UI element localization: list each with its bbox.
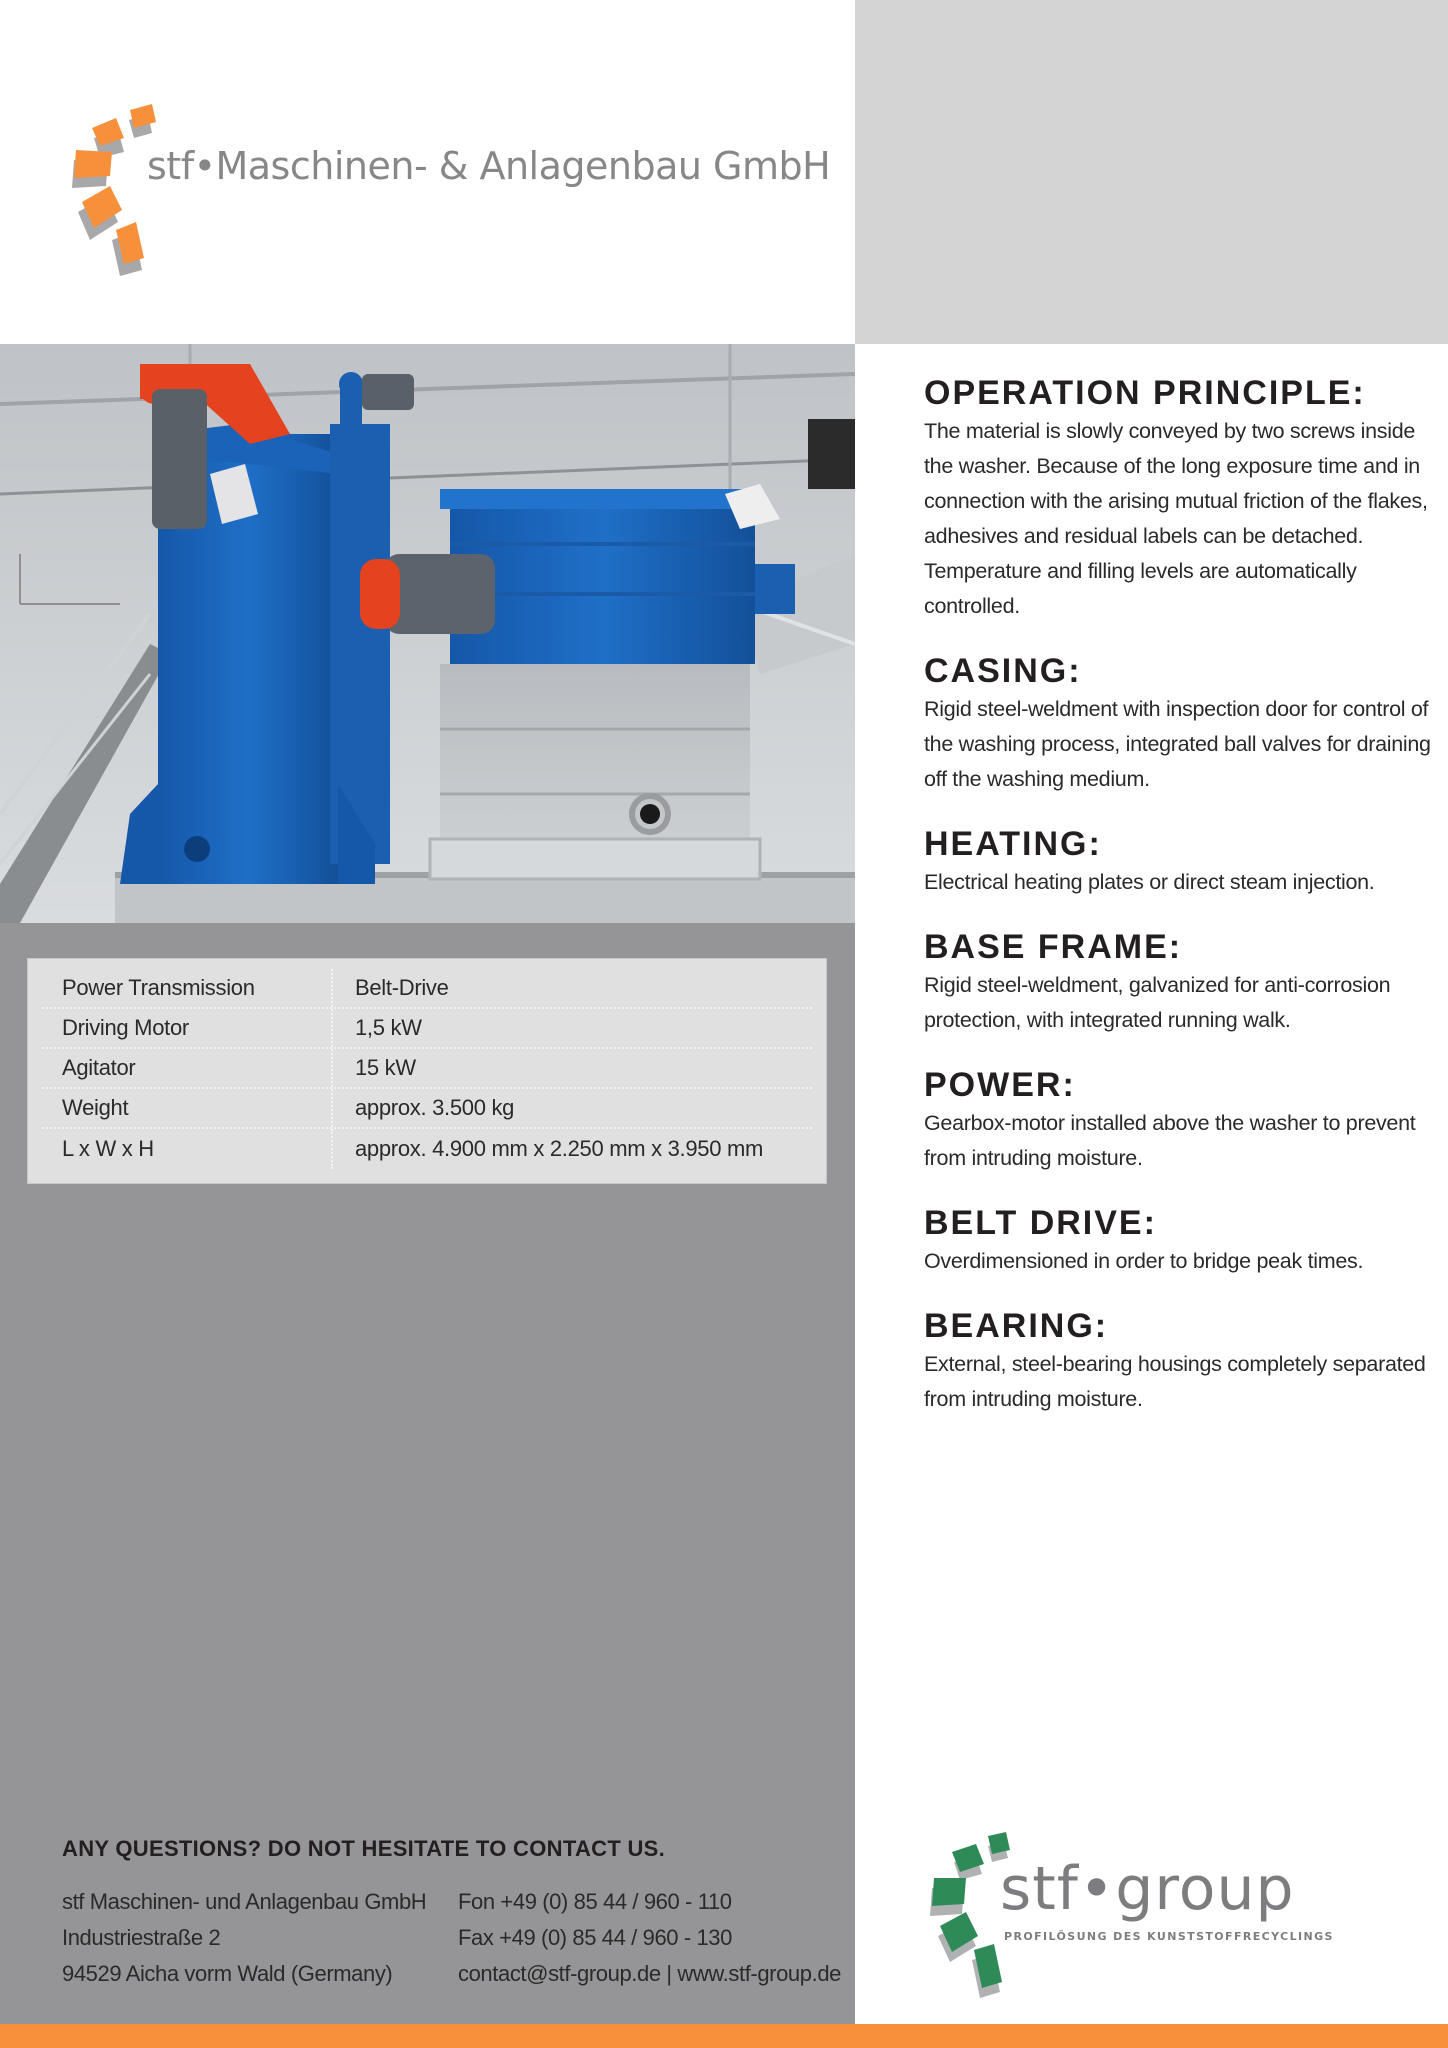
section-title: OPERATION PRINCIPLE: <box>924 374 1366 412</box>
contact-column <box>458 1884 852 1992</box>
stf-group-logo <box>928 1832 1334 2002</box>
spec-label: Power Transmission <box>62 975 255 1000</box>
section-title: BEARING: <box>924 1307 1109 1345</box>
section-casing <box>924 650 1434 797</box>
spec-label: Weight <box>62 1095 129 1120</box>
table-row <box>42 1129 812 1169</box>
fax-number: Fax +49 (0) 85 44 / 960 - 130 <box>458 1925 732 1950</box>
section-belt-drive <box>924 1202 1434 1279</box>
table-row <box>42 1089 812 1129</box>
feature-sections <box>924 372 1434 1443</box>
contact-heading: ANY QUESTIONS? DO NOT HESITATE TO CONTACT US. <box>62 1836 666 1861</box>
section-body: Electrical heating plates or direct steam injection. <box>924 870 1375 894</box>
section-body: Rigid steel-weldment with inspection door for control of the washing process, integrated ball valves for draining off the washing medium. <box>924 697 1431 791</box>
section-title: BASE FRAME: <box>924 928 1183 966</box>
spec-value: approx. 4.900 mm x 2.250 mm x 3.950 mm <box>331 1129 812 1169</box>
section-body: Overdimensioned in order to bridge peak times. <box>924 1249 1364 1273</box>
spec-value: approx. 3.500 kg <box>331 1089 812 1127</box>
spec-table <box>27 958 827 1184</box>
spec-value: 15 kW <box>331 1049 812 1087</box>
separator: | <box>660 1961 678 1986</box>
spec-label: Agitator <box>62 1055 136 1080</box>
address-company: stf Maschinen- und Anlagenbau GmbH <box>62 1889 427 1914</box>
table-row <box>42 1009 812 1049</box>
company-name: stf•Maschinen- & Anlagenbau GmbH <box>147 144 831 188</box>
section-body: Rigid steel-weldment, galvanized for anti-corrosion protection, with integrated running walk. <box>924 973 1391 1032</box>
address-column <box>62 1884 458 1992</box>
address-street: Industriestraße 2 <box>62 1925 221 1950</box>
section-title: CASING: <box>924 652 1082 690</box>
section-bearing <box>924 1305 1434 1417</box>
section-title: POWER: <box>924 1066 1076 1104</box>
spec-label: Driving Motor <box>62 1015 189 1040</box>
header-gray-block <box>855 0 1448 344</box>
section-title: HEATING: <box>924 825 1102 863</box>
bottom-accent-bar <box>0 2024 1448 2048</box>
section-base-frame <box>924 926 1434 1038</box>
email-web-line <box>458 1956 852 1992</box>
section-body: The material is slowly conveyed by two screws inside the washer. Because of the long exposure time and in connection with the arising mutual friction of the flakes, adhesives and residual labels can be detached. Temperature and filling levels are automatically controlled. <box>924 419 1428 618</box>
product-photo <box>0 344 855 923</box>
company-logo <box>72 100 831 280</box>
contact-block <box>62 1836 852 1992</box>
address-city: 94529 Aicha vorm Wald (Germany) <box>62 1961 393 1986</box>
spec-value: Belt-Drive <box>331 969 812 1007</box>
spec-value: 1,5 kW <box>331 1009 812 1047</box>
washer-machine-image <box>0 344 855 923</box>
group-tagline: PROFILÖSUNG DES KUNSTSTOFFRECYCLINGS <box>1004 1930 1334 1943</box>
spec-label: L x W x H <box>62 1136 154 1161</box>
email-link[interactable]: contact@stf-group.de <box>458 1961 661 1986</box>
phone-number: Fon +49 (0) 85 44 / 960 - 110 <box>458 1889 732 1914</box>
website-link[interactable]: www.stf-group.de <box>677 1961 841 1986</box>
section-power <box>924 1064 1434 1176</box>
logo-mark-icon <box>72 100 182 280</box>
section-body: Gearbox-motor installed above the washer to prevent from intruding moisture. <box>924 1111 1416 1170</box>
section-title: BELT DRIVE: <box>924 1204 1157 1242</box>
section-body: External, steel-bearing housings completely separated from intruding moisture. <box>924 1352 1426 1411</box>
header-logo-area <box>0 0 855 344</box>
section-operation-principle <box>924 372 1434 624</box>
table-row <box>42 1049 812 1089</box>
table-row <box>42 969 812 1009</box>
section-heating <box>924 823 1434 900</box>
group-name: stf•group <box>1000 1854 1295 1924</box>
